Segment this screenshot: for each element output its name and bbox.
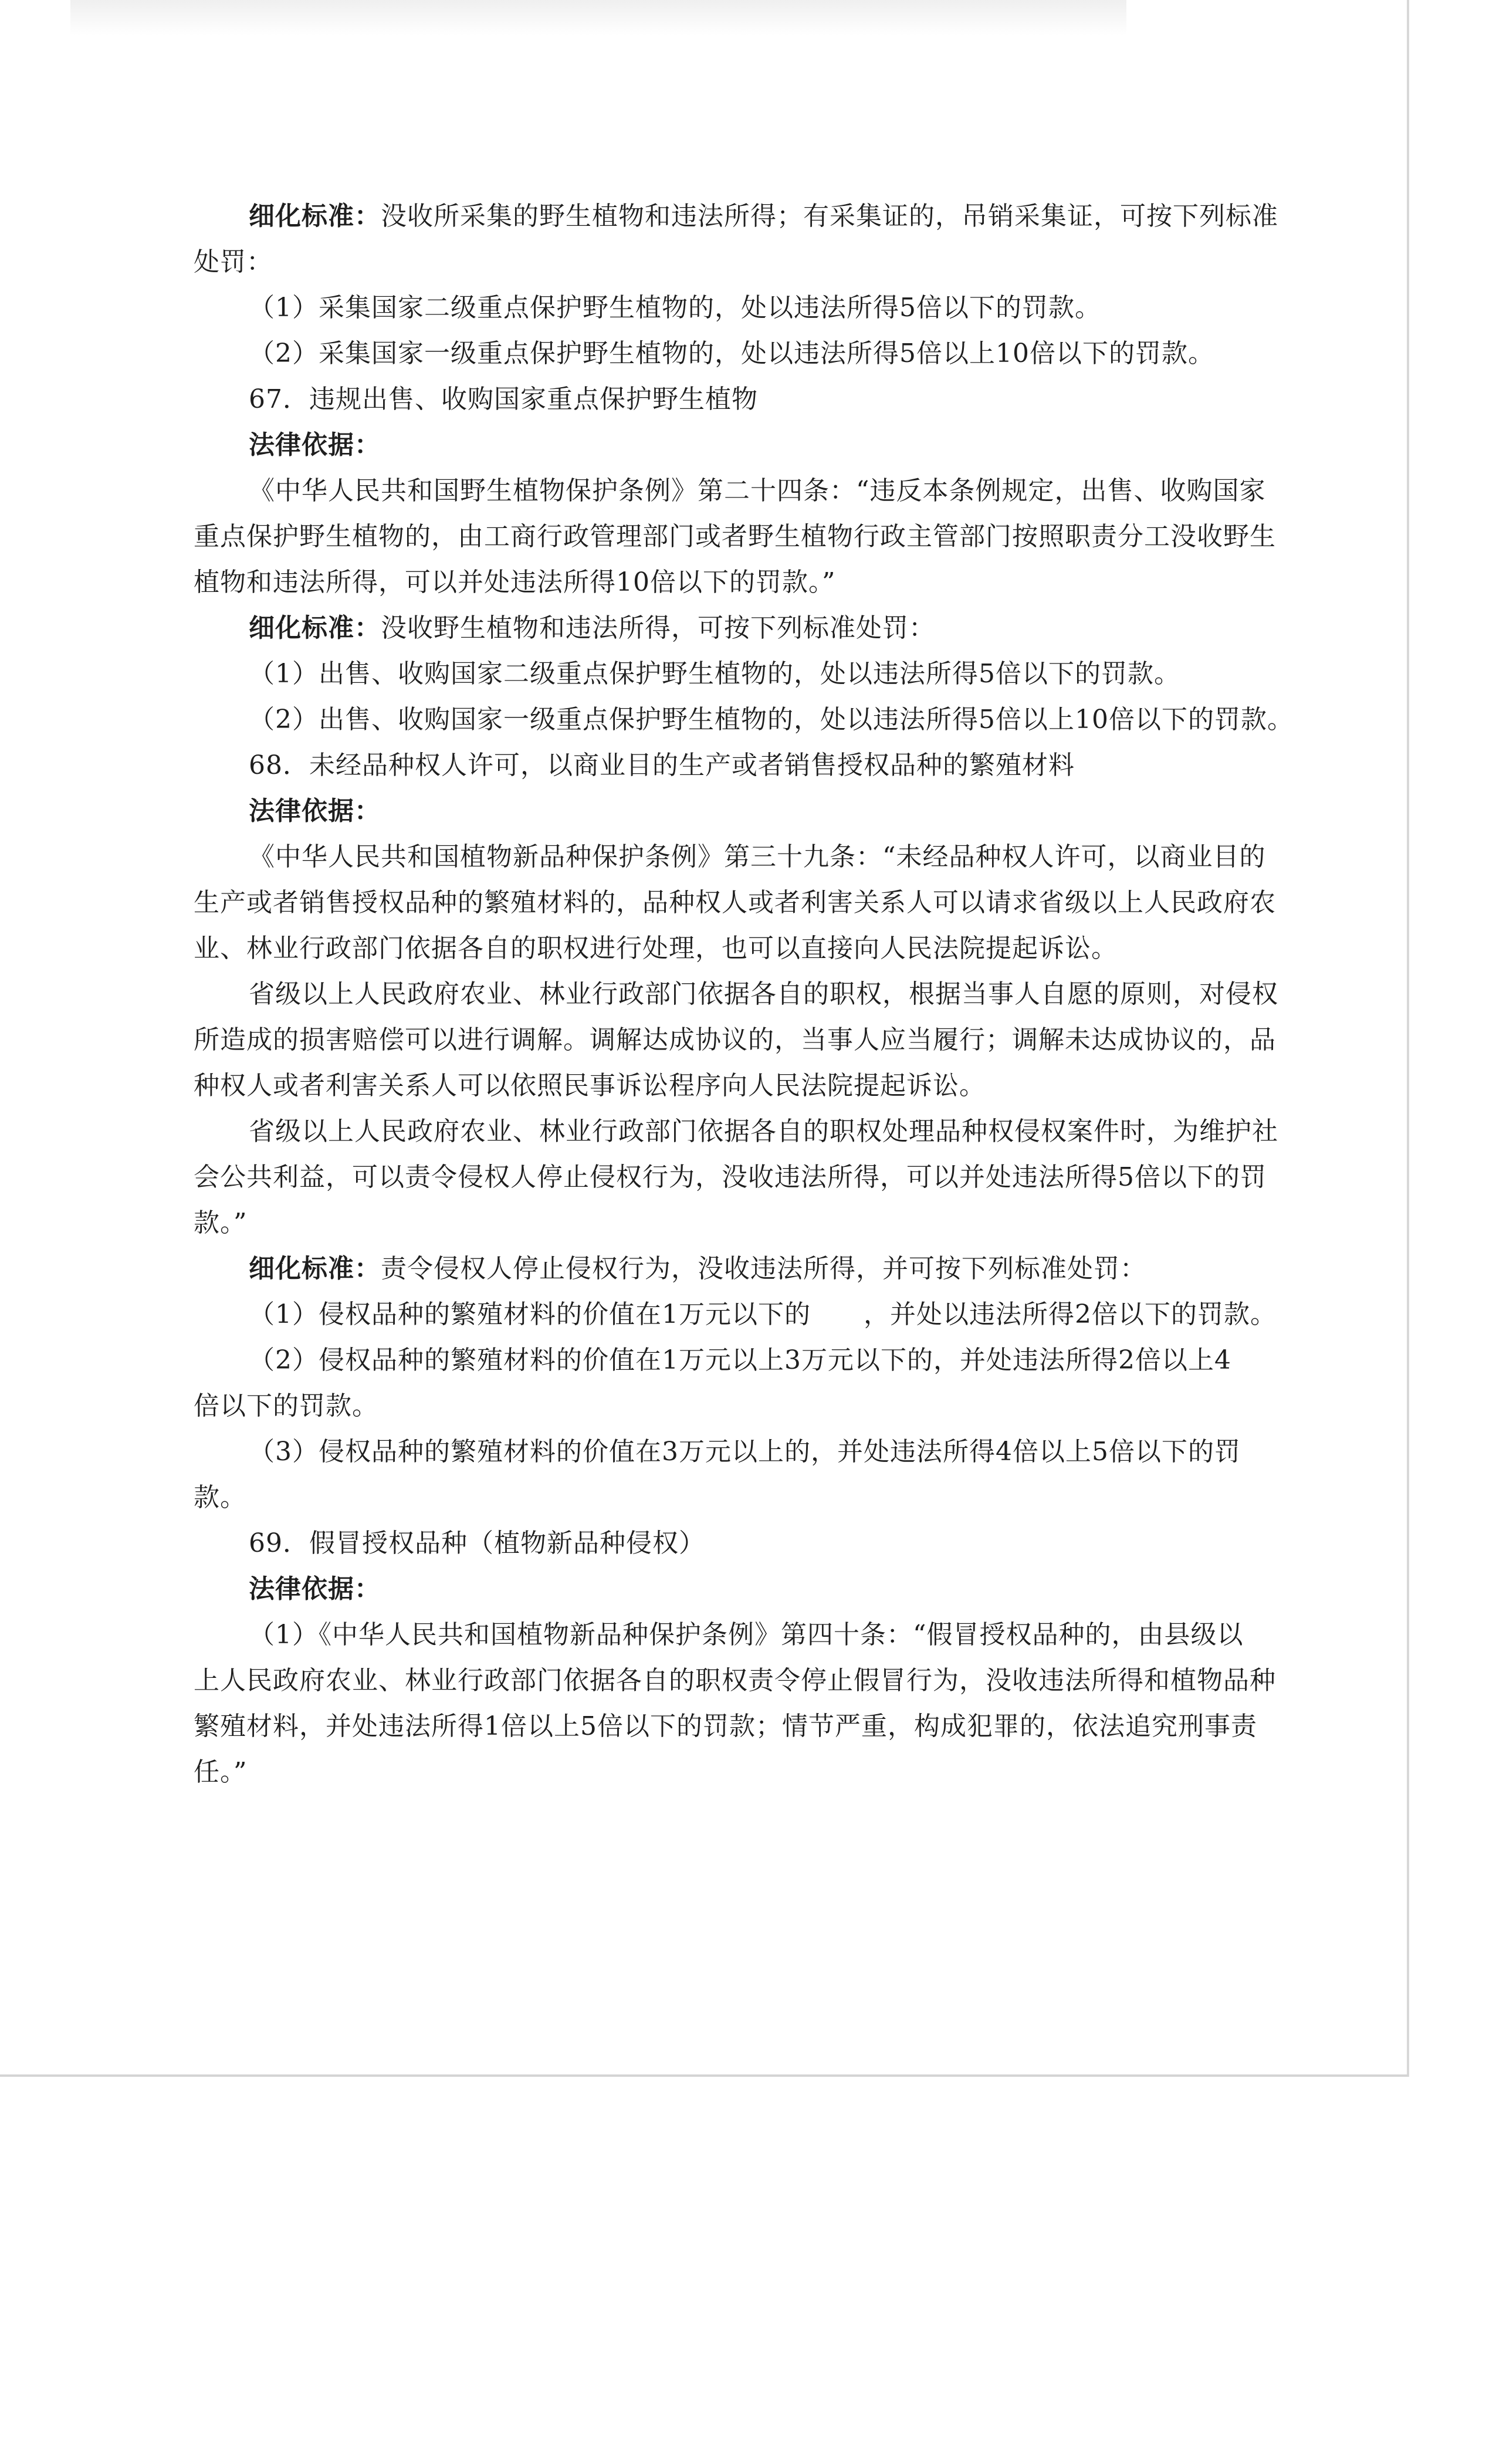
line-text: 植物和违法所得，可以并处违法所得10倍以下的罚款。”: [194, 567, 836, 597]
line-text: 重点保护野生植物的，由工商行政管理部门或者野生植物行政主管部门按照职责分工没收野生: [194, 522, 1276, 551]
text-line: [194, 1475, 1308, 1521]
text-line: [194, 697, 1308, 743]
bold-label: 法律依据：: [249, 796, 381, 826]
line-text: 69．假冒授权品种（植物新品种侵权）: [249, 1528, 705, 1558]
text-line: [194, 331, 1308, 377]
text-line: [194, 1612, 1308, 1658]
text-line: [194, 1383, 1308, 1429]
line-text: 处罚：: [194, 247, 273, 277]
text-line: [194, 239, 1308, 285]
text-line: [194, 743, 1308, 788]
document-body: [194, 194, 1308, 1795]
line-text: （2）侵权品种的繁殖材料的价值在1万元以上3万元以下的，并处违法所得2倍以上4: [249, 1345, 1231, 1375]
text-line: [194, 880, 1308, 926]
text-line: [194, 972, 1308, 1017]
text-line: [194, 1658, 1308, 1704]
text-line: [194, 514, 1308, 560]
bold-label: 细化标准：: [249, 1254, 381, 1284]
line-text: 省级以上人民政府农业、林业行政部门依据各自的职权，根据当事人自愿的原则，对侵权: [249, 979, 1278, 1009]
scan-bottom-edge: [0, 2074, 1408, 2077]
text-line: [194, 1521, 1308, 1566]
text-line: [194, 1109, 1308, 1155]
text-line: [194, 1338, 1308, 1383]
text-line: [194, 285, 1308, 331]
line-text: 种权人或者利害关系人可以依照民事诉讼程序向人民法院提起诉讼。: [194, 1071, 986, 1101]
line-text: 《中华人民共和国植物新品种保护条例》第三十九条：“未经品种权人许可，以商业目的: [249, 842, 1266, 872]
text-line: [194, 1566, 1308, 1612]
text-line: [194, 1017, 1308, 1063]
text-line: [194, 1429, 1308, 1475]
text-line: [194, 605, 1308, 651]
text-line: [194, 194, 1308, 239]
bold-label: 法律依据：: [249, 1574, 381, 1604]
line-text: 67．违规出售、收购国家重点保护野生植物: [249, 384, 758, 414]
text-line: [194, 422, 1308, 468]
line-text: 上人民政府农业、林业行政部门依据各自的职权责令停止假冒行为，没收违法所得和植物品种: [194, 1666, 1276, 1695]
line-text: 责令侵权人停止侵权行为，没收违法所得，并可按下列标准处罚：: [381, 1254, 1146, 1284]
text-line: [194, 651, 1308, 697]
line-text: 省级以上人民政府农业、林业行政部门依据各自的职权处理品种权侵权案件时，为维护社: [249, 1116, 1278, 1146]
line-text: （1）出售、收购国家二级重点保护野生植物的，处以违法所得5倍以下的罚款。: [249, 659, 1180, 689]
text-line: [194, 1749, 1308, 1795]
line-text: 会公共利益，可以责令侵权人停止侵权行为，没收违法所得，可以并处违法所得5倍以下的罚: [194, 1162, 1267, 1192]
line-text: （3）侵权品种的繁殖材料的价值在3万元以上的，并处违法所得4倍以上5倍以下的罚: [249, 1437, 1241, 1467]
text-line: [194, 1246, 1308, 1292]
line-text: 繁殖材料，并处违法所得1倍以上5倍以下的罚款；情节严重，构成犯罪的，依法追究刑事责: [194, 1711, 1257, 1741]
line-text: 所造成的损害赔偿可以进行调解。调解达成协议的，当事人应当履行；调解未达成协议的，品: [194, 1025, 1276, 1055]
bold-label: 细化标准：: [249, 613, 381, 643]
text-line: [194, 1704, 1308, 1749]
bold-label: 细化标准：: [249, 201, 381, 231]
line-text: 业、林业行政部门依据各自的职权进行处理，也可以直接向人民法院提起诉讼。: [194, 933, 1118, 963]
line-text: 倍以下的罚款。: [194, 1391, 378, 1421]
line-text: （2）采集国家一级重点保护野生植物的，处以违法所得5倍以上10倍以下的罚款。: [249, 339, 1214, 368]
text-line: [194, 926, 1308, 972]
scan-top-shadow: [70, 0, 1126, 35]
text-line: [194, 1200, 1308, 1246]
text-line: [194, 834, 1308, 880]
text-line: [194, 1292, 1308, 1338]
line-text: 68．未经品种权人许可，以商业目的生产或者销售授权品种的繁殖材料: [249, 750, 1075, 780]
text-line: [194, 1063, 1308, 1109]
text-line: [194, 560, 1308, 605]
line-text: 款。”: [194, 1208, 248, 1238]
line-text: （1）侵权品种的繁殖材料的价值在1万元以下的 ，并处以违法所得2倍以下的罚款。: [249, 1299, 1277, 1329]
text-line: [194, 1155, 1308, 1200]
scan-right-edge: [1407, 0, 1409, 2077]
line-text: 任。”: [194, 1757, 248, 1787]
line-text: 生产或者销售授权品种的繁殖材料的，品种权人或者利害关系人可以请求省级以上人民政府农: [194, 888, 1276, 918]
line-text: （2）出售、收购国家一级重点保护野生植物的，处以违法所得5倍以上10倍以下的罚款。: [249, 705, 1294, 735]
line-text: 没收野生植物和违法所得，可按下列标准处罚：: [381, 613, 935, 643]
line-text: 款。: [194, 1483, 246, 1512]
line-text: 《中华人民共和国野生植物保护条例》第二十四条：“违反本条例规定，出售、收购国家: [249, 476, 1266, 506]
line-text: （1）采集国家二级重点保护野生植物的，处以违法所得5倍以下的罚款。: [249, 293, 1101, 323]
line-text: 没收所采集的野生植物和违法所得；有采集证的，吊销采集证，可按下列标准: [381, 201, 1278, 231]
text-line: [194, 788, 1308, 834]
bold-label: 法律依据：: [249, 430, 381, 460]
text-line: [194, 468, 1308, 514]
text-line: [194, 377, 1308, 422]
line-text: （1）《中华人民共和国植物新品种保护条例》第四十条：“假冒授权品种的，由县级以: [249, 1620, 1244, 1650]
